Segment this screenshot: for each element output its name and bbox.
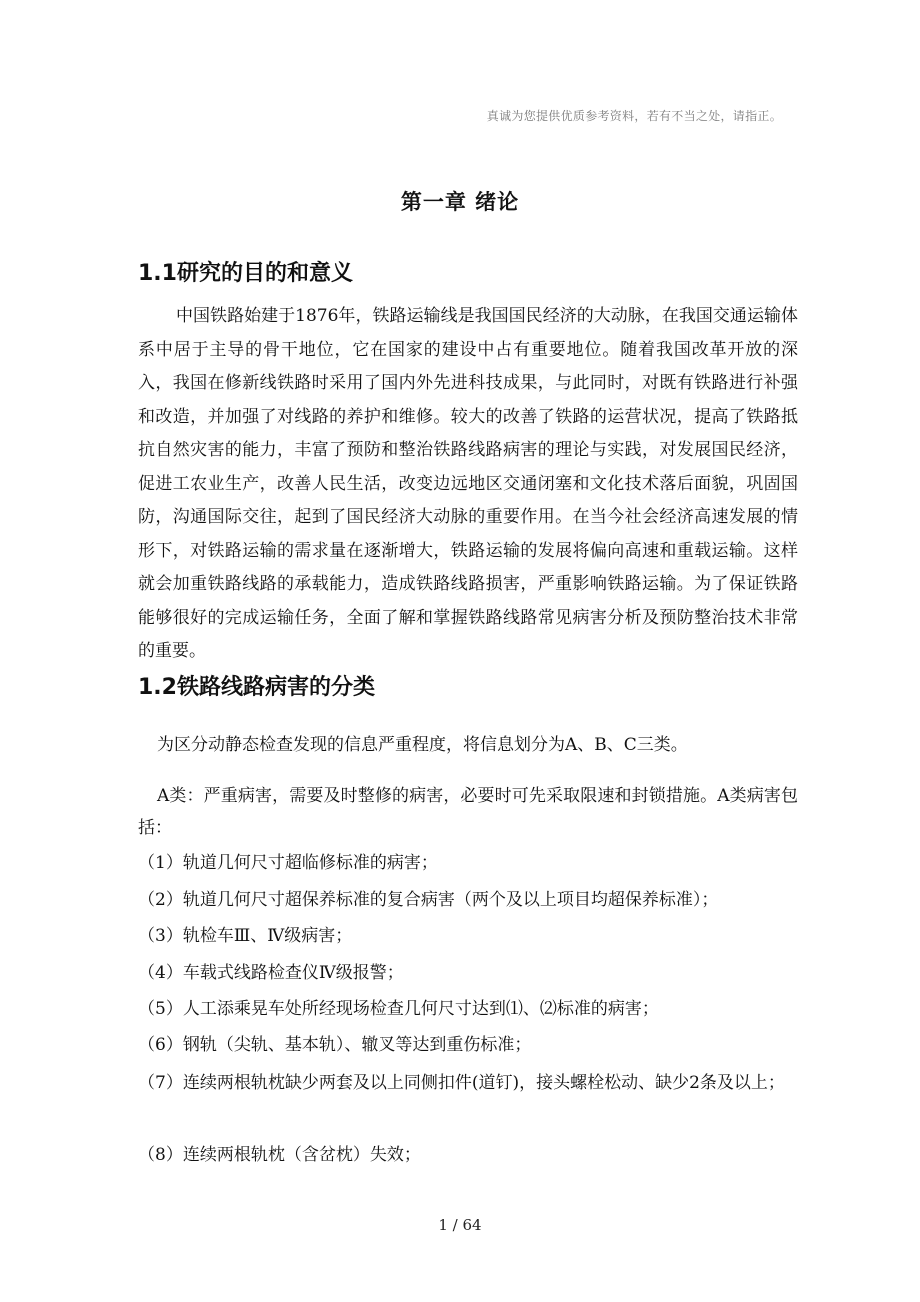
header-note: 真诚为您提供优质参考资料，若有不当之处，请指正。 [486, 109, 782, 123]
list-item-5: （5）人工添乘晃车处所经现场检查几何尺寸达到⑴、⑵标准的病害； [138, 999, 659, 1019]
section-1-paragraph: 中国铁路始建于1876年，铁路运输线是我国国民经济的大动脉，在我国交通运输体系中居于主导的骨干地位，它在国家的建设中占有重要地位。随着我国改革开放的深入，我国在修新线铁路时采用了国内外先进科技成果，与此同时，对既有铁路进行补强和改造，并加强了对线路的养护和维修。较大的改善了铁路的运营状况，提高了铁路抵抗自然灾害的能力，丰富了预防和整治铁路线路病害的理论与实践，对发展国民经济，促进工农业生产，改善人民生活，改变边远地区交通闭塞和文化技术落后面貌，巩固国防，沟通国际交往，起到了国民经济大动脉的重要作用。在当今社会经济高速发展的情形下，对铁路运输的需求量在逐渐增大，铁路运输的发展将偏向高速和重载运输。这样就会加重铁路线路的承载能力，造成铁路线路损害，严重影响铁路运输。为了保证铁路能够很好的完成运输任务，全面了解和掌握铁路线路常见病害分析及预防整治技术非常的重要。 [138, 306, 798, 661]
list-item-8: （8）连续两根轨枕（含岔枕）失效； [138, 1145, 421, 1165]
section-2-intro: 为区分动静态检查发现的信息严重程度，将信息划分为A、B、C三类。 [157, 735, 688, 755]
list-item-1: （1）轨道几何尺寸超临修标准的病害； [138, 853, 438, 873]
page-number: 1 / 64 [438, 1216, 482, 1234]
list-item-7: （7）连续两根轨枕缺少两套及以上同侧扣件(道钉)，接头螺栓松动、缺少2条及以上； [138, 1073, 785, 1093]
chapter-title: 第一章 绪论 [400, 190, 520, 214]
list-item-6: （6）钢轨（尖轨、基本轨）、辙叉等达到重伤标准； [138, 1035, 532, 1055]
list-item-4: （4）车载式线路检查仪Ⅳ级报警； [138, 963, 404, 983]
class-a-description: A类：严重病害，需要及时整修的病害，必要时可先采取限速和封锁措施。A类病害包括： [138, 786, 798, 838]
section-1-title: 1.1研究的目的和意义 [138, 261, 353, 286]
section-2-title: 1.2铁路线路病害的分类 [138, 675, 375, 700]
list-item-3: （3）轨检车Ⅲ、Ⅳ级病害； [138, 926, 353, 946]
list-item-2: （2）轨道几何尺寸超保养标准的复合病害（两个及以上项目均超保养标准）； [138, 890, 719, 910]
